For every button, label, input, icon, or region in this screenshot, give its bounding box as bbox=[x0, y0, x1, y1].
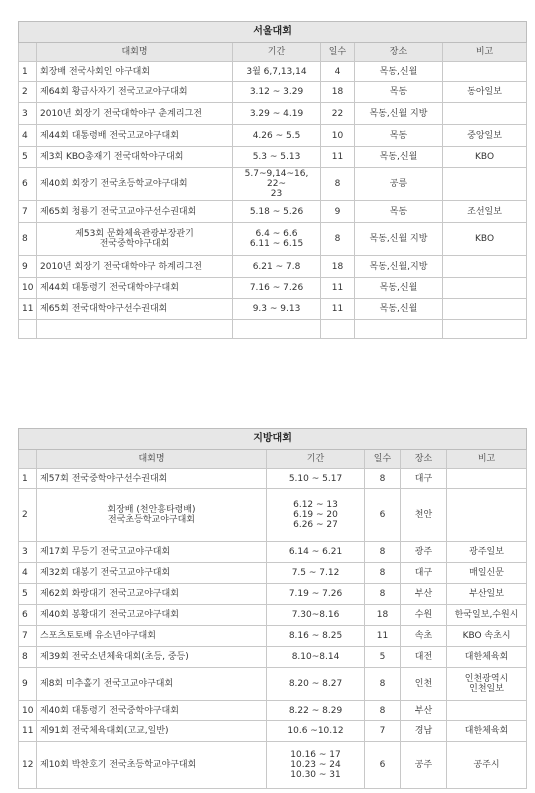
cell-line: 광주일보 bbox=[469, 547, 504, 557]
cell-line: 스포츠토토배 유소년야구대회 bbox=[40, 631, 156, 641]
table-row bbox=[19, 103, 527, 125]
competition-name bbox=[37, 103, 233, 125]
competition-name bbox=[37, 223, 233, 256]
cell-line: 동아일보 bbox=[467, 87, 502, 97]
competition-name bbox=[37, 605, 267, 626]
venue: 목동,신월 bbox=[355, 299, 443, 320]
cell-line: 8.22 ~ 8.29 bbox=[288, 705, 343, 716]
cell-line: 인천광역시 bbox=[464, 674, 509, 684]
row-number: 1 bbox=[19, 469, 37, 489]
row-number: 9 bbox=[19, 668, 37, 701]
days: 7 bbox=[365, 721, 401, 742]
empty-cell bbox=[19, 320, 37, 339]
row-number: 11 bbox=[19, 299, 37, 320]
competition-name bbox=[37, 701, 267, 721]
cell-line: 제53회 문화체육관광부장관기 bbox=[75, 229, 194, 239]
cell-line: 10.23 ~ 24 bbox=[290, 760, 341, 770]
note bbox=[443, 62, 527, 82]
cell-line: 3.29 ~ 4.19 bbox=[249, 108, 304, 119]
empty-cell bbox=[233, 320, 321, 339]
days: 22 bbox=[321, 103, 355, 125]
column-header: 일수 bbox=[365, 450, 401, 469]
cell-line: 6.14 ~ 6.21 bbox=[288, 547, 343, 557]
note bbox=[443, 278, 527, 299]
cell-line: 4.26 ~ 5.5 bbox=[252, 130, 301, 141]
competition-name bbox=[37, 256, 233, 278]
cell-line: 제10회 박찬호기 전국초등학교야구대회 bbox=[40, 760, 197, 770]
cell-line: 회장배 전국사회인 야구대회 bbox=[40, 66, 151, 77]
venue: 경남 bbox=[401, 721, 447, 742]
cell-line: 제64회 황금사자기 전국고교야구대회 bbox=[40, 87, 188, 97]
period bbox=[233, 103, 321, 125]
note bbox=[443, 299, 527, 320]
row-number: 10 bbox=[19, 701, 37, 721]
note bbox=[443, 168, 527, 201]
note bbox=[447, 563, 527, 584]
column-header: 기간 bbox=[233, 43, 321, 62]
days: 18 bbox=[321, 256, 355, 278]
period bbox=[267, 469, 365, 489]
cell-line: 인천일보 bbox=[469, 684, 504, 694]
days: 8 bbox=[365, 542, 401, 563]
days: 8 bbox=[365, 584, 401, 605]
cell-line: 5.3 ~ 5.13 bbox=[252, 152, 301, 162]
column-header: 일수 bbox=[321, 43, 355, 62]
empty-cell bbox=[443, 320, 527, 339]
period bbox=[233, 147, 321, 168]
period bbox=[267, 647, 365, 668]
competition-name bbox=[37, 278, 233, 299]
empty-cell bbox=[355, 320, 443, 339]
venue: 목동 bbox=[355, 201, 443, 223]
row-number: 1 bbox=[19, 62, 37, 82]
cell-line: 8.10~8.14 bbox=[291, 652, 340, 662]
empty-cell bbox=[37, 320, 233, 339]
column-header: 장소 bbox=[355, 43, 443, 62]
row-number: 6 bbox=[19, 605, 37, 626]
cell-line: 10.16 ~ 17 bbox=[290, 750, 341, 760]
note bbox=[443, 125, 527, 147]
period bbox=[267, 605, 365, 626]
table-row bbox=[19, 701, 527, 721]
row-number: 3 bbox=[19, 542, 37, 563]
note bbox=[447, 489, 527, 542]
period bbox=[267, 584, 365, 605]
period bbox=[267, 701, 365, 721]
cell-line: 중앙일보 bbox=[467, 130, 502, 141]
competition-name bbox=[37, 168, 233, 201]
cell-line: 제44회 대통령배 전국고교야구대회 bbox=[40, 130, 179, 141]
days: 9 bbox=[321, 201, 355, 223]
venue: 인천 bbox=[401, 668, 447, 701]
empty-cell bbox=[321, 320, 355, 339]
cell-line: 10.6 ~10.12 bbox=[287, 726, 344, 736]
period bbox=[267, 626, 365, 647]
venue: 목동 bbox=[355, 82, 443, 103]
venue: 목동 bbox=[355, 125, 443, 147]
venue: 천안 bbox=[401, 489, 447, 542]
venue: 대구 bbox=[401, 469, 447, 489]
days: 11 bbox=[365, 626, 401, 647]
venue: 목동,신월 지방 bbox=[355, 103, 443, 125]
cell-line: 3월 6,7,13,14 bbox=[246, 66, 307, 77]
row-number: 7 bbox=[19, 626, 37, 647]
row-number: 4 bbox=[19, 125, 37, 147]
venue: 목동,신월 bbox=[355, 147, 443, 168]
note bbox=[447, 605, 527, 626]
period bbox=[233, 82, 321, 103]
cell-line: 3.12 ~ 3.29 bbox=[249, 87, 304, 97]
cell-line: 제3회 KBO총재기 전국대학야구대회 bbox=[40, 152, 184, 162]
days: 10 bbox=[321, 125, 355, 147]
competition-name bbox=[37, 299, 233, 320]
competition-name bbox=[37, 668, 267, 701]
cell-line: 6.26 ~ 27 bbox=[293, 520, 338, 530]
note bbox=[447, 584, 527, 605]
cell-line: 6.11 ~ 6.15 bbox=[249, 239, 304, 249]
row-number: 7 bbox=[19, 201, 37, 223]
days: 11 bbox=[321, 147, 355, 168]
cell-line: 대한체육회 bbox=[464, 726, 509, 736]
cell-line: 8.20 ~ 8.27 bbox=[288, 679, 343, 689]
cell-line: 제39회 전국소년체육대회(초등, 중등) bbox=[40, 652, 189, 662]
table-row bbox=[19, 201, 527, 223]
venue: 공주 bbox=[401, 742, 447, 789]
competition-name bbox=[37, 584, 267, 605]
note bbox=[447, 721, 527, 742]
period bbox=[267, 489, 365, 542]
cell-line: 대한체육회 bbox=[464, 652, 509, 662]
cell-line: 6.12 ~ 13 bbox=[293, 500, 338, 510]
competition-name bbox=[37, 125, 233, 147]
cell-line: 제17회 무등기 전국고교야구대회 bbox=[40, 547, 171, 557]
period bbox=[233, 299, 321, 320]
competition-name bbox=[37, 626, 267, 647]
cell-line: 7.5 ~ 7.12 bbox=[291, 568, 340, 578]
column-header: 비고 bbox=[447, 450, 527, 469]
note bbox=[443, 103, 527, 125]
cell-line: 10.30 ~ 31 bbox=[290, 770, 341, 780]
table-row bbox=[19, 626, 527, 647]
note bbox=[447, 668, 527, 701]
row-number: 8 bbox=[19, 647, 37, 668]
note bbox=[443, 82, 527, 103]
cell-line: 6.21 ~ 7.8 bbox=[252, 261, 301, 272]
cell-line: 2010년 회장기 전국대학야구 하계리그전 bbox=[40, 261, 202, 272]
period bbox=[267, 542, 365, 563]
period bbox=[233, 223, 321, 256]
competition-name bbox=[37, 721, 267, 742]
venue: 수원 bbox=[401, 605, 447, 626]
note bbox=[443, 201, 527, 223]
table-row bbox=[19, 563, 527, 584]
note bbox=[443, 223, 527, 256]
table-row bbox=[19, 256, 527, 278]
days: 8 bbox=[365, 668, 401, 701]
competition-name bbox=[37, 647, 267, 668]
table-row bbox=[19, 647, 527, 668]
days: 8 bbox=[365, 469, 401, 489]
note bbox=[443, 147, 527, 168]
days: 18 bbox=[365, 605, 401, 626]
table-row bbox=[19, 223, 527, 256]
column-header: 대회명 bbox=[37, 43, 233, 62]
column-header: 장소 bbox=[401, 450, 447, 469]
row-number: 12 bbox=[19, 742, 37, 789]
cell-line: 제32회 대봉기 전국고교야구대회 bbox=[40, 568, 171, 578]
venue: 부산 bbox=[401, 584, 447, 605]
table-title: 서울대회 bbox=[19, 22, 527, 43]
header-row bbox=[19, 43, 527, 62]
venue: 목동,신월,지방 bbox=[355, 256, 443, 278]
cell-line: KBO bbox=[475, 234, 495, 244]
cell-line: 제57회 전국중학야구선수권대회 bbox=[40, 473, 168, 484]
cell-line: 5.18 ~ 5.26 bbox=[249, 206, 304, 217]
venue: 속초 bbox=[401, 626, 447, 647]
period bbox=[233, 125, 321, 147]
cell-line: 조선일보 bbox=[467, 206, 502, 217]
cell-line: 7.16 ~ 7.26 bbox=[249, 283, 304, 293]
cell-line: 부산일보 bbox=[469, 589, 504, 599]
period bbox=[267, 563, 365, 584]
venue: 목동,신월 bbox=[355, 278, 443, 299]
column-header: 비고 bbox=[443, 43, 527, 62]
note bbox=[447, 542, 527, 563]
days: 11 bbox=[321, 278, 355, 299]
cell-line: 제65회 전국대학야구선수권대회 bbox=[40, 304, 168, 314]
period bbox=[233, 62, 321, 82]
table-title: 지방대회 bbox=[19, 429, 527, 450]
period bbox=[233, 201, 321, 223]
column-header: 대회명 bbox=[37, 450, 267, 469]
table-row bbox=[19, 62, 527, 82]
venue: 목동,신월 지방 bbox=[355, 223, 443, 256]
row-number: 5 bbox=[19, 584, 37, 605]
cell-line: 제65회 청룡기 전국고교야구선수권대회 bbox=[40, 206, 197, 217]
cell-line: KBO 속초시 bbox=[462, 631, 511, 641]
venue: 대구 bbox=[401, 563, 447, 584]
period bbox=[267, 742, 365, 789]
cell-line: 제40회 회장기 전국초등학교야구대회 bbox=[40, 179, 188, 189]
table-row bbox=[19, 489, 527, 542]
cell-line: 제44회 대통령기 전국대학야구대회 bbox=[40, 283, 179, 293]
venue: 대전 bbox=[401, 647, 447, 668]
table-row bbox=[19, 299, 527, 320]
venue: 목동,신월 bbox=[355, 62, 443, 82]
competition-name bbox=[37, 542, 267, 563]
cell-line: 6.19 ~ 20 bbox=[293, 510, 338, 520]
table-row bbox=[19, 584, 527, 605]
competition-name bbox=[37, 147, 233, 168]
row-number: 2 bbox=[19, 82, 37, 103]
row-number: 4 bbox=[19, 563, 37, 584]
cell-line: 7.30~8.16 bbox=[291, 610, 340, 620]
table-row bbox=[19, 469, 527, 489]
competition-name bbox=[37, 469, 267, 489]
days: 6 bbox=[365, 489, 401, 542]
table-row bbox=[19, 721, 527, 742]
days: 4 bbox=[321, 62, 355, 82]
cell-line: 공주시 bbox=[473, 760, 500, 770]
column-header bbox=[19, 450, 37, 469]
note bbox=[447, 647, 527, 668]
cell-line: 7.19 ~ 7.26 bbox=[288, 589, 343, 599]
venue: 부산 bbox=[401, 701, 447, 721]
note bbox=[447, 742, 527, 789]
seoul-table-wrapper bbox=[18, 21, 526, 339]
days: 8 bbox=[321, 168, 355, 201]
cell-line: 8.16 ~ 8.25 bbox=[288, 631, 343, 641]
table-row bbox=[19, 82, 527, 103]
competition-name bbox=[37, 489, 267, 542]
cell-line: 전국중학야구대회 bbox=[99, 239, 170, 249]
cell-line: 제91회 전국체육대회(고교,일반) bbox=[40, 726, 169, 736]
cell-line: KBO bbox=[475, 152, 495, 162]
days: 5 bbox=[365, 647, 401, 668]
regional-competitions-table bbox=[18, 428, 527, 789]
cell-line: 5.7~9,14~16, 22~ bbox=[244, 169, 309, 189]
cell-line: 9.3 ~ 9.13 bbox=[252, 304, 301, 314]
row-number: 5 bbox=[19, 147, 37, 168]
days: 6 bbox=[365, 742, 401, 789]
competition-name bbox=[37, 563, 267, 584]
venue: 광주 bbox=[401, 542, 447, 563]
cell-line: 23 bbox=[270, 189, 283, 199]
competition-name bbox=[37, 82, 233, 103]
row-number: 6 bbox=[19, 168, 37, 201]
empty-row bbox=[19, 320, 527, 339]
header-row bbox=[19, 450, 527, 469]
row-number: 8 bbox=[19, 223, 37, 256]
period bbox=[267, 668, 365, 701]
cell-line: 회장배 (천안흥타령배) bbox=[107, 505, 196, 515]
table-row bbox=[19, 742, 527, 789]
note bbox=[447, 469, 527, 489]
row-number: 11 bbox=[19, 721, 37, 742]
period bbox=[233, 256, 321, 278]
regional-table-wrapper bbox=[18, 428, 526, 789]
table-row bbox=[19, 668, 527, 701]
row-number: 10 bbox=[19, 278, 37, 299]
competition-name bbox=[37, 201, 233, 223]
cell-line: 6.4 ~ 6.6 bbox=[255, 229, 298, 239]
cell-line: 5.10 ~ 5.17 bbox=[288, 473, 343, 484]
days: 8 bbox=[365, 563, 401, 584]
cell-line: 제62회 화랑대기 전국고교야구대회 bbox=[40, 589, 179, 599]
cell-line: 제40회 봉황대기 전국고교야구대회 bbox=[40, 610, 179, 620]
cell-line: 한국일보,수원시 bbox=[454, 610, 519, 620]
note bbox=[447, 626, 527, 647]
competition-name bbox=[37, 742, 267, 789]
cell-line: 제8회 미추홀기 전국고교야구대회 bbox=[40, 679, 174, 689]
column-header: 기간 bbox=[267, 450, 365, 469]
cell-line: 매일신문 bbox=[469, 568, 504, 578]
table-row bbox=[19, 147, 527, 168]
table-row bbox=[19, 278, 527, 299]
days: 8 bbox=[321, 223, 355, 256]
cell-line: 전국초등학교야구대회 bbox=[108, 515, 195, 525]
note bbox=[447, 701, 527, 721]
competition-name bbox=[37, 62, 233, 82]
cell-line: 2010년 회장기 전국대학야구 춘계리그전 bbox=[40, 108, 202, 119]
column-header bbox=[19, 43, 37, 62]
period bbox=[267, 721, 365, 742]
table-row bbox=[19, 542, 527, 563]
period bbox=[233, 168, 321, 201]
table-row bbox=[19, 605, 527, 626]
days: 8 bbox=[365, 701, 401, 721]
days: 11 bbox=[321, 299, 355, 320]
row-number: 2 bbox=[19, 489, 37, 542]
row-number: 9 bbox=[19, 256, 37, 278]
table-row bbox=[19, 168, 527, 201]
days: 18 bbox=[321, 82, 355, 103]
note bbox=[443, 256, 527, 278]
seoul-competitions-table bbox=[18, 21, 527, 339]
period bbox=[233, 278, 321, 299]
cell-line: 제40회 대통령기 전국중학야구대회 bbox=[40, 705, 179, 716]
table-row bbox=[19, 125, 527, 147]
venue: 공릉 bbox=[355, 168, 443, 201]
row-number: 3 bbox=[19, 103, 37, 125]
